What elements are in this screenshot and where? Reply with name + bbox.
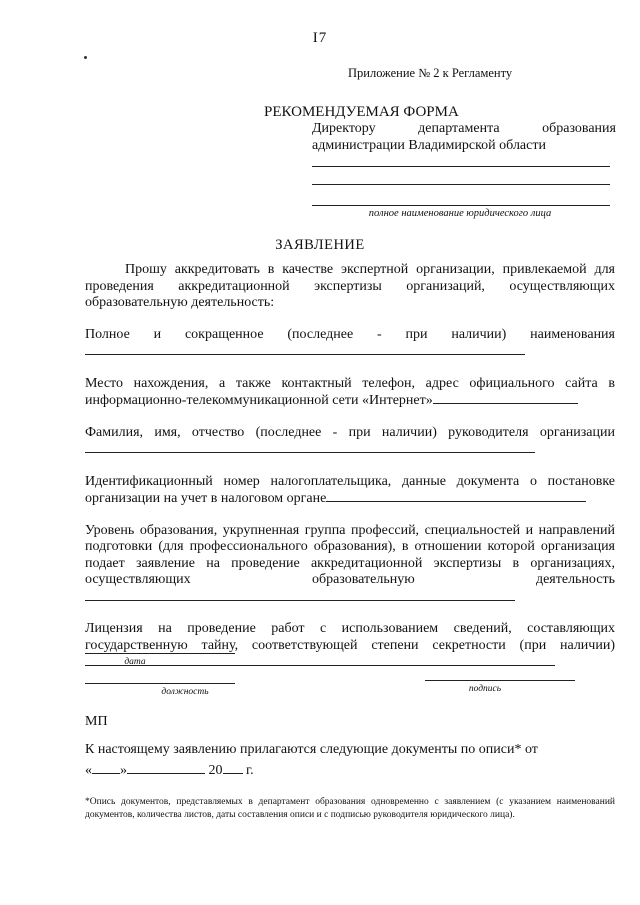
addressee-word-3: образования <box>542 121 616 136</box>
addressee-word-2: департамента <box>418 121 500 136</box>
fill-line[interactable] <box>85 343 525 355</box>
field-label: Уровень образования, укрупненная группа профессий, специальностей и направлений подготовки (для профессионального образования), в отношении которой организация подает заявление на проведение аккредитационной экспертизы в организациях, осуществляющих образовательную деятельность <box>85 522 615 587</box>
field-director <box>85 425 615 459</box>
scan-speck <box>84 56 87 59</box>
field-label: Лицензия на проведение работ с использованием сведений, составляющих государственную тайну, соответствующей степени секретности (при наличии) <box>85 621 615 653</box>
addressee-line-2: администрации Владимирской области <box>312 138 546 153</box>
attachments-date <box>85 762 254 779</box>
position-line[interactable] <box>85 683 235 684</box>
field-full-name <box>85 327 615 361</box>
day-blank[interactable] <box>92 762 120 774</box>
field-address <box>85 376 615 410</box>
legal-entity-line-1[interactable] <box>312 166 610 167</box>
legal-entity-line-2[interactable] <box>312 184 610 185</box>
field-label: Фамилия, имя, отчество (последнее - при наличии) руководителя организации <box>85 424 615 440</box>
appendix-note: Приложение № 2 к Регламенту <box>348 66 513 80</box>
month-blank[interactable] <box>127 762 205 774</box>
position-caption: должность <box>161 687 209 697</box>
stamp-placeholder: МП <box>85 714 108 729</box>
legal-entity-caption: полное наименование юридического лица <box>368 208 552 219</box>
fill-line[interactable] <box>326 490 586 502</box>
field-label: Место нахождения, а также контактный телефон, адрес официального сайта в информационно-телекоммуникационной сети «Интернет» <box>85 375 615 408</box>
signature-line[interactable] <box>425 680 575 681</box>
fill-line[interactable] <box>85 441 535 453</box>
document-title: ЗАЯВЛЕНИЕ <box>275 237 365 253</box>
year-blank[interactable] <box>223 762 243 774</box>
field-tax-id <box>85 474 615 508</box>
signature-caption: подпись <box>468 684 502 694</box>
date-caption: дата <box>124 657 146 667</box>
quote-open: « <box>85 763 92 778</box>
form-type-heading: РЕКОМЕНДУЕМАЯ ФОРМА <box>264 104 459 120</box>
fill-line[interactable] <box>433 392 578 404</box>
attachments-text: К настоящему заявлению прилагаются следующие документы по описи* от <box>85 742 538 757</box>
field-education-level <box>85 523 615 607</box>
year-prefix: 20 <box>208 763 223 778</box>
intro-paragraph: Прошу аккредитовать в качестве экспертной организации, привлекаемой для проведения аккредитационной экспертизы организаций, осуществляющих образовательную деятельность: <box>85 262 615 310</box>
field-label: Идентификационный номер налогоплательщика, данные документа о постановке организации на учет в налоговом органе <box>85 473 615 506</box>
footnote: *Опись документов, представляемых в департамент образования одновременно с заявлением (с указанием наименований документов, количества листов, даты составления описи и с подписью руководителя юридического лица). <box>85 797 615 820</box>
quote-close: » <box>120 763 127 778</box>
field-label: Полное и сокращенное (последнее - при наличии) наименования <box>85 326 615 342</box>
legal-entity-line-3[interactable] <box>312 205 610 206</box>
year-suffix: г. <box>246 763 254 778</box>
addressee-word-1: Директору <box>312 121 376 136</box>
page-number: I7 <box>312 30 328 46</box>
addressee-line-1 <box>312 120 616 137</box>
addressee-block <box>312 120 616 154</box>
fill-line[interactable] <box>85 589 515 601</box>
application-body <box>85 262 615 687</box>
date-line[interactable] <box>85 653 235 654</box>
